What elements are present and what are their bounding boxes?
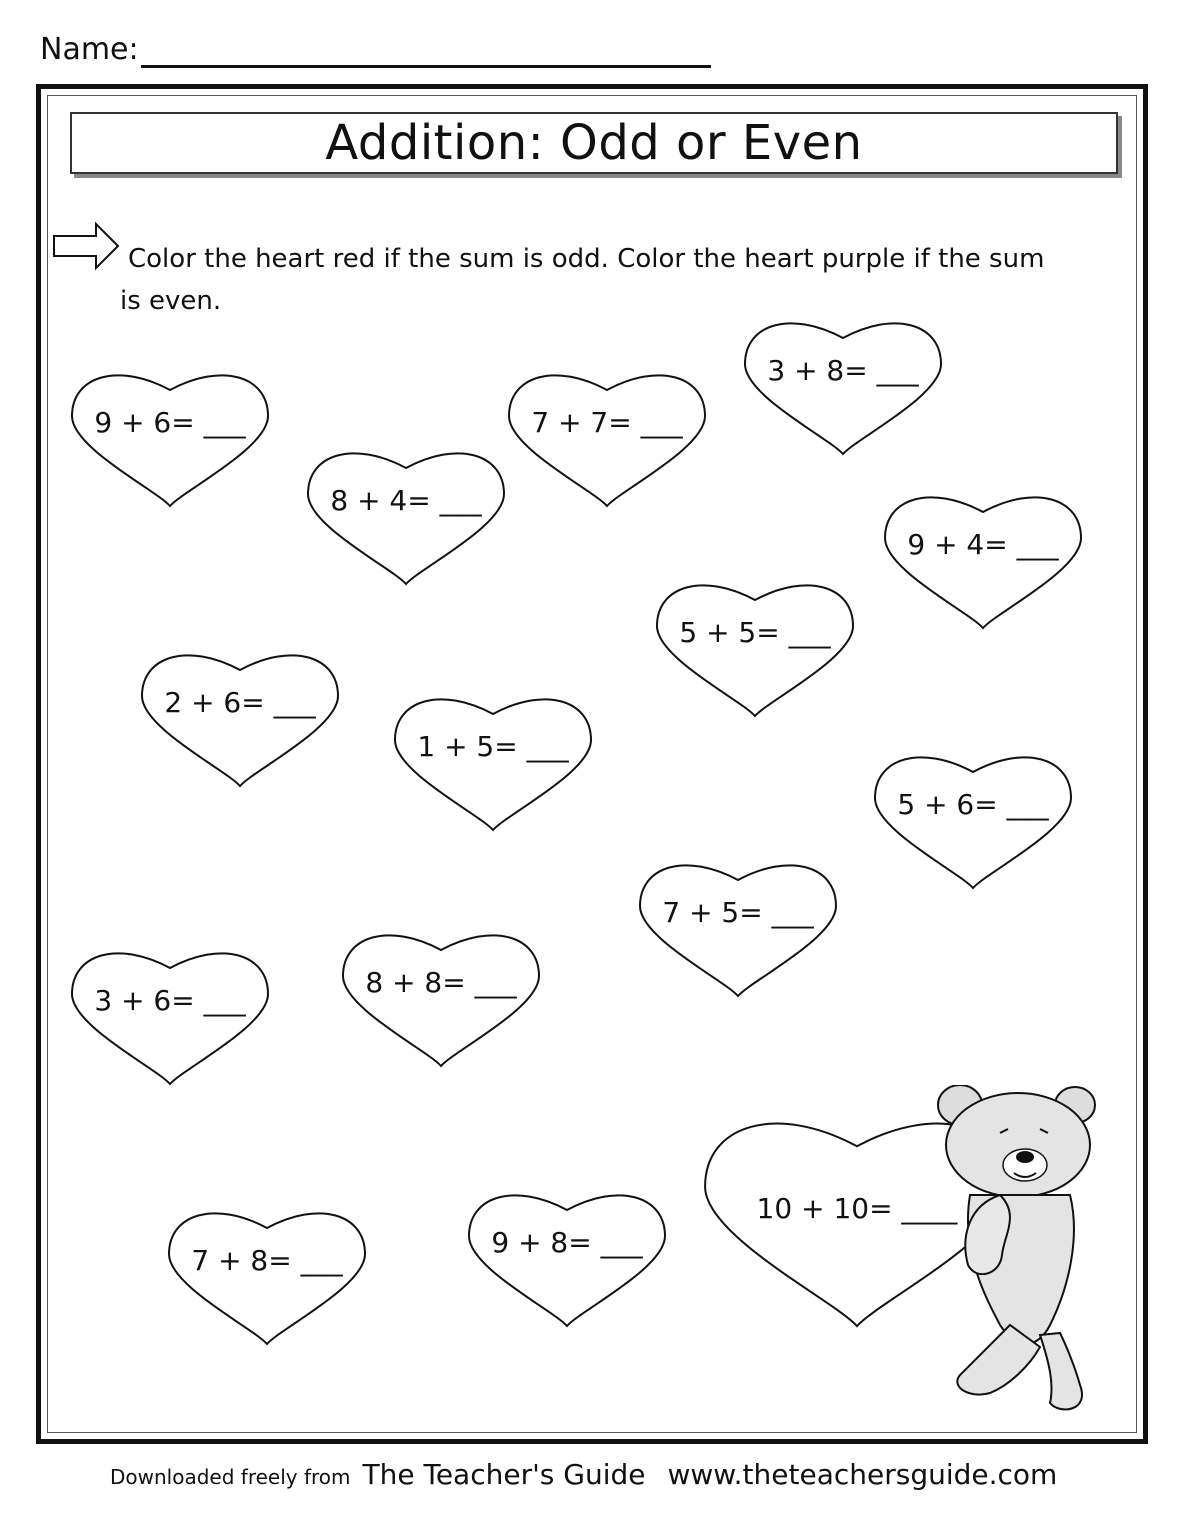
heart-problem-text: 1 + 5= ___ [417,730,569,763]
heart-problem-text: 5 + 6= ___ [897,788,1049,821]
heart-problem-14[interactable] [469,1195,665,1326]
name-label: Name: [40,32,139,67]
instruction-line-2: is even. [120,286,222,316]
heart-problem-text: 2 + 6= ___ [164,686,316,719]
heart-shape[interactable] [308,453,504,584]
instruction-line-1: Color the heart red if the sum is odd. Color the heart purple if the sum [128,244,1045,274]
heart-shape[interactable] [509,375,705,506]
heart-shape[interactable] [657,585,853,716]
heart-problem-text: 7 + 7= ___ [531,406,683,439]
heart-problem-2[interactable] [308,453,504,584]
heart-problem-11[interactable] [72,953,268,1084]
footer-prefix: Downloaded freely from [110,1465,351,1489]
page-title: Addition: Odd or Even [325,115,863,171]
heart-shape[interactable] [169,1213,365,1344]
heart-shape[interactable] [640,865,836,996]
heart-problem-10[interactable] [640,865,836,996]
heart-problem-9[interactable] [875,757,1071,888]
heart-shape[interactable] [343,935,539,1066]
footer [110,1458,1057,1491]
heart-shape[interactable] [745,323,941,454]
heart-problem-4[interactable] [745,323,941,454]
heart-problem-3[interactable] [509,375,705,506]
heart-shape[interactable] [469,1195,665,1326]
heart-shape[interactable] [875,757,1071,888]
heart-shape[interactable] [72,375,268,506]
heart-problem-text: 9 + 8= ___ [491,1226,643,1259]
footer-url[interactable]: www.theteachersguide.com [667,1458,1058,1491]
heart-problem-text: 8 + 8= ___ [365,966,517,999]
heart-problem-12[interactable] [343,935,539,1066]
heart-problem-text: 7 + 5= ___ [662,896,814,929]
heart-problem-6[interactable] [657,585,853,716]
heart-problem-text: 10 + 10= ____ [756,1192,958,1225]
heart-problem-text: 5 + 5= ___ [679,616,831,649]
heart-shape[interactable] [142,655,338,786]
heart-problem-1[interactable] [72,375,268,506]
heart-problem-text: 9 + 4= ___ [907,528,1059,561]
teddy-bear-illustration [930,1085,1100,1415]
heart-problem-text: 9 + 6= ___ [94,406,246,439]
heart-shape[interactable] [885,497,1081,628]
heart-problem-text: 7 + 8= ___ [191,1244,343,1277]
heart-shape[interactable] [72,953,268,1084]
heart-shape[interactable] [395,699,591,830]
heart-problem-13[interactable] [169,1213,365,1344]
heart-problem-text: 8 + 4= ___ [330,484,482,517]
heart-problem-7[interactable] [142,655,338,786]
heart-problem-8[interactable] [395,699,591,830]
heart-problem-text: 3 + 8= ___ [767,354,919,387]
heart-problem-5[interactable] [885,497,1081,628]
heart-problem-text: 3 + 6= ___ [94,984,246,1017]
footer-site-name: The Teacher's Guide [362,1458,646,1491]
